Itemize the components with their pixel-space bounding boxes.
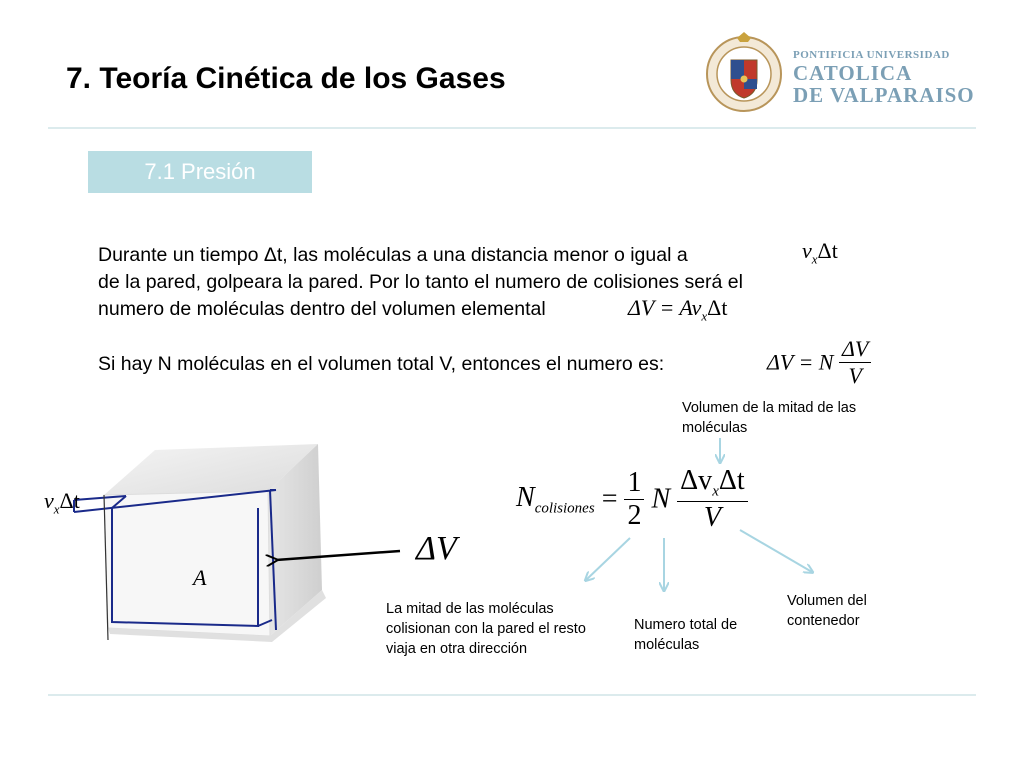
math-dvn-lhs: ΔV = N <box>767 349 834 375</box>
frac-den-v: V <box>703 501 721 533</box>
box-vx-dt-label <box>44 488 80 517</box>
math-n-col: N <box>516 481 535 513</box>
box-front-face <box>104 491 270 636</box>
box-area-label: A <box>193 565 207 590</box>
logo-line-2: CATOLICA <box>793 61 913 85</box>
math-x-sub: x <box>811 251 818 267</box>
half-numerator: 1 <box>624 467 644 500</box>
frac-num-x-sub: x <box>712 483 719 500</box>
box-delta-v-label: ΔV <box>416 530 457 567</box>
math-equals: = <box>601 483 618 515</box>
math-dv-lhs: ΔV = Av <box>628 295 702 320</box>
math-v: v <box>802 238 812 263</box>
math-col-sub: colisiones <box>534 500 595 517</box>
paragraph-1-line-2: de la pared, golpeara la pared. Por lo tanto el numero de colisiones será el <box>98 271 743 293</box>
annotation-container-volume: Volumen del contenedor <box>787 593 867 629</box>
box-math-x-sub: x <box>53 501 60 517</box>
frac-denominator: V <box>848 363 862 388</box>
box-math-delta-t: Δt <box>59 488 80 513</box>
box-math-v: v <box>44 488 54 513</box>
page-title: 7. Teoría Cinética de los Gases <box>66 62 506 95</box>
annotation-total-number: Numero total de moléculas <box>634 617 738 653</box>
frac-num-dt: Δt <box>718 465 745 496</box>
section-tab: 7.1 Presión <box>88 151 312 193</box>
paragraph-1-line-1: Durante un tiempo Δt, las moléculas a una distancia menor o igual a <box>98 244 688 266</box>
frac-num-dv: Δv <box>680 465 713 496</box>
paragraph-2: Si hay N moléculas en el volumen total V, entonces el numero es: <box>98 353 665 375</box>
logo-line-3: DE VALPARAISO <box>793 83 975 107</box>
frac-numerator: ΔV <box>839 336 871 363</box>
annotation-half-volume: Volumen de la mitad de las moléculas <box>682 400 857 436</box>
math-delta-t: Δt <box>817 238 838 263</box>
half-denominator: 2 <box>627 499 642 531</box>
annotation-half-molecules: La mitad de las moléculas colisionan con la pared el resto viaja en otra dirección <box>386 601 586 657</box>
math-n-mid: N <box>651 483 671 515</box>
math-delta-t: Δt <box>707 295 728 320</box>
paragraph-1-line-3: numero de moléculas dentro del volumen elemental <box>98 298 546 320</box>
math-x-sub: x <box>701 308 708 324</box>
logo-line-1: PONTIFICIA UNIVERSIDAD <box>793 49 950 61</box>
